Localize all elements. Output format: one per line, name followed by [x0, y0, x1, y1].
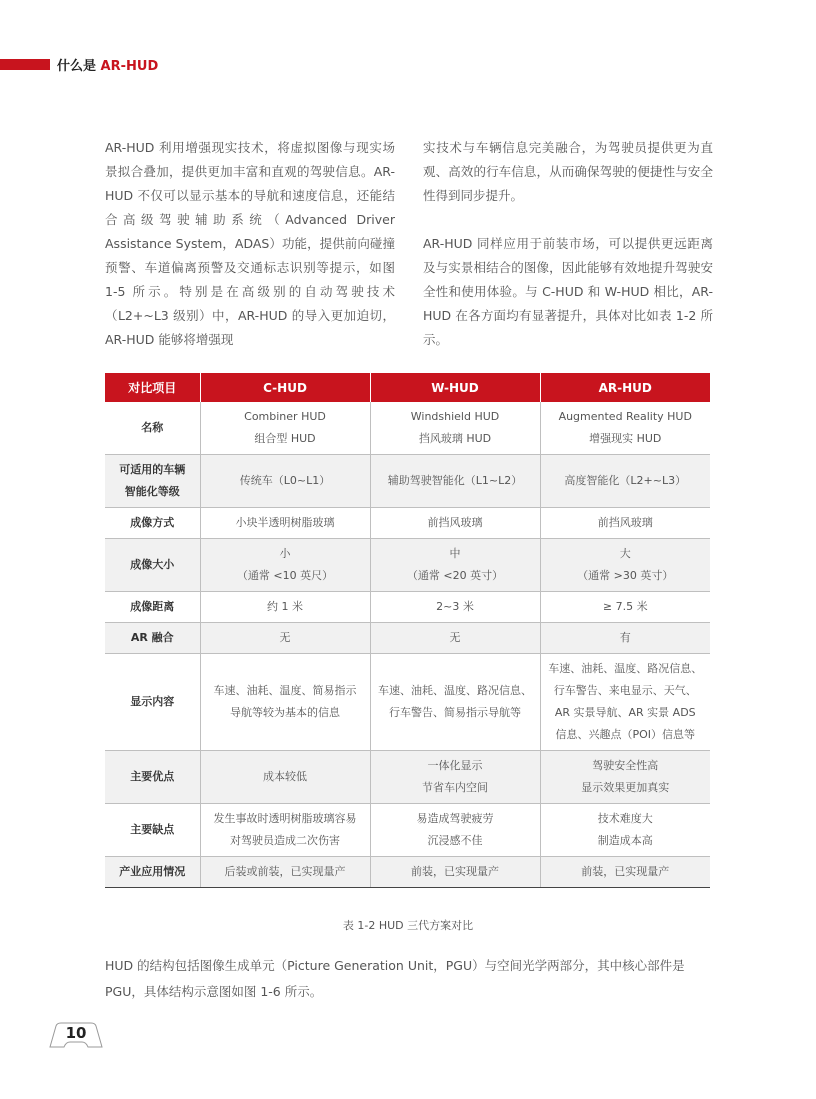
table-cell: [540, 654, 710, 751]
table-cell-line: 发生事故时透明树脂玻璃容易: [213, 812, 357, 825]
table-cell: [370, 751, 540, 804]
table-row-label-line: 主要优点: [130, 770, 175, 783]
table-row-label-line: 智能化等级: [124, 485, 180, 498]
table-cell: [540, 402, 710, 455]
table-cell-line: 前装，已实现量产: [411, 865, 499, 878]
table-cell-line: 一体化显示: [427, 759, 483, 772]
table-cell-line: 无: [279, 631, 291, 644]
table-row-label: [105, 455, 200, 508]
table-cell: [540, 857, 710, 888]
table-cell-line: 挡风玻璃 HUD: [418, 432, 492, 445]
table-cell-line: 行车警告、简易指示导航等: [389, 706, 521, 719]
table-cell-line: 沉浸感不佳: [427, 834, 483, 847]
table-cell-line: Combiner HUD: [244, 410, 326, 423]
table-cell-line: （通常 >30 英寸）: [577, 569, 674, 582]
table-cell-line: 制造成本高: [597, 834, 653, 847]
table-cell-line: 约 1 米: [267, 600, 303, 613]
table-cell-line: 高度智能化（L2+~L3）: [564, 474, 687, 487]
table-body: [105, 402, 710, 888]
body-paragraph: AR-HUD 利用增强现实技术，将虚拟图像与现实场景拟合叠加，提供更加丰富和直观的驾驶信息。AR-HUD 不仅可以显示基本的导航和速度信息，还能结合高级驾驶辅助系统（Advanced Driver Assistance System，ADAS）功能，提供前向碰撞预警、车道偏离预警及交通标志识别等提示，如图 1-5 所示。特别是在高级别的自动驾驶技术（L2+~L3 级别）中，AR-HUD 的导入更加迫切，AR-HUD 能够将增强现: [105, 140, 395, 347]
table-row: [105, 539, 710, 592]
table-cell-line: 增强现实 HUD: [589, 432, 662, 445]
table-cell-line: 易造成驾驶疲劳: [416, 812, 494, 825]
table-row: [105, 402, 710, 455]
table-cell-line: 大: [619, 547, 631, 560]
table-cell: [200, 592, 370, 623]
table-cell-line: ≥ 7.5 米: [602, 600, 648, 613]
table-row: [105, 751, 710, 804]
table-cell-line: 导航等较为基本的信息: [230, 706, 340, 719]
table-row-label: [105, 508, 200, 539]
table-header-cell: AR-HUD: [540, 373, 710, 402]
table-cell: [370, 455, 540, 508]
table-cell-line: Windshield HUD: [410, 410, 500, 423]
comparison-table: [105, 373, 710, 888]
page-number-badge: [48, 1020, 104, 1050]
table-cell-line: 车速、油耗、温度、简易指示: [213, 684, 357, 697]
table-row-label-line: 成像距离: [130, 600, 175, 613]
table-cell-line: 无: [449, 631, 461, 644]
body-paragraph: AR-HUD 同样应用于前装市场，可以提供更远距离及与实景相结合的图像，因此能够有效地提升驾驶安全性和使用体验。与 C-HUD 和 W-HUD 相比，AR-HUD 在各方面均有显著提升，具体对比如表 1-2 所示。: [423, 236, 713, 347]
table-header-cell: C-HUD: [200, 373, 370, 402]
body-column-left: [105, 136, 395, 352]
table-cell: [200, 804, 370, 857]
table-cell: [200, 654, 370, 751]
body-column-right: [423, 136, 713, 352]
table-cell: [200, 623, 370, 654]
table-cell: [200, 751, 370, 804]
table-cell: [540, 592, 710, 623]
table-cell-line: 小: [279, 547, 291, 560]
section-title: [57, 55, 158, 74]
table-cell: [370, 592, 540, 623]
table-row-label-line: 成像方式: [130, 516, 175, 529]
table-row-label-line: AR 融合: [130, 631, 174, 644]
table-cell-line: 小块半透明树脂玻璃: [235, 516, 335, 529]
table-cell: [200, 539, 370, 592]
page-number: 10: [65, 1024, 87, 1042]
table-cell: [370, 804, 540, 857]
table-cell-line: 传统车（L0~L1）: [239, 474, 331, 487]
table-row-label-line: 名称: [141, 421, 164, 434]
table-cell-line: 中: [449, 547, 461, 560]
table-row-label: [105, 402, 200, 455]
table-cell: [540, 539, 710, 592]
table-cell: [540, 508, 710, 539]
table-cell: [370, 539, 540, 592]
table-cell: [370, 857, 540, 888]
table-caption: 表 1-2 HUD 三代方案对比: [342, 919, 474, 932]
table-cell: [370, 654, 540, 751]
table-cell: [370, 508, 540, 539]
table-row: [105, 654, 710, 751]
table-cell: [200, 508, 370, 539]
table-row-label: [105, 592, 200, 623]
body-paragraph: HUD 的结构包括图像生成单元（Picture Generation Unit，PGU）与空间光学两部分，其中核心部件是 PGU，具体结构示意图如图 1-6 所示。: [105, 958, 685, 999]
table-row-label: [105, 623, 200, 654]
table-cell-line: 2~3 米: [436, 600, 474, 613]
table-cell-line: 行车警告、来电显示、天气、: [553, 684, 697, 697]
table-cell-line: 技术难度大: [597, 812, 653, 825]
section-title-accent: AR-HUD: [100, 59, 159, 74]
header-accent-bar: [0, 59, 50, 70]
table-cell-line: 驾驶安全性高: [592, 759, 659, 772]
table-header-cell: W-HUD: [370, 373, 540, 402]
table-cell: [540, 751, 710, 804]
table-cell: [370, 623, 540, 654]
body-column-bottom: [105, 953, 715, 1005]
table-header-cell: 对比项目: [105, 373, 200, 402]
table-cell-line: 前挡风玻璃: [597, 516, 653, 529]
table-cell-line: 节省车内空间: [422, 781, 488, 794]
table-cell: [540, 455, 710, 508]
table-row: [105, 592, 710, 623]
table-cell: [540, 804, 710, 857]
table-row-label: [105, 804, 200, 857]
table-cell-line: 显示效果更加真实: [581, 781, 670, 794]
table-row-label: [105, 539, 200, 592]
table-row-label-line: 显示内容: [130, 695, 175, 708]
table-cell-line: 成本较低: [263, 770, 307, 783]
table-row-label: [105, 654, 200, 751]
table-row-label-line: 成像大小: [130, 558, 175, 571]
table-row: [105, 508, 710, 539]
table-cell-line: 车速、油耗、温度、路况信息、: [548, 662, 703, 675]
table-cell-line: Augmented Reality HUD: [558, 410, 692, 423]
table-cell: [200, 857, 370, 888]
table-row: [105, 623, 710, 654]
table-row: [105, 804, 710, 857]
table-cell: [540, 623, 710, 654]
table-cell-line: 后装或前装，已实现量产: [224, 865, 346, 878]
table-cell-line: 组合型 HUD: [254, 432, 316, 445]
table-cell-line: 对驾驶员造成二次伤害: [230, 834, 340, 847]
table-header-row: [105, 373, 710, 402]
table-row: [105, 857, 710, 888]
body-paragraph: 实技术与车辆信息完美融合，为驾驶员提供更为直观、高效的行车信息，从而确保驾驶的便捷性与安全性得到同步提升。: [423, 140, 713, 203]
table-row-label-line: 主要缺点: [130, 823, 175, 836]
table-cell-line: （通常 <10 英尺）: [236, 569, 334, 582]
table-cell-line: 有: [619, 631, 631, 644]
table-row-label: [105, 751, 200, 804]
table-row-label-line: 可适用的车辆: [119, 463, 186, 476]
section-title-prefix: 什么是: [57, 59, 97, 74]
table-row: [105, 455, 710, 508]
table-row-label-line: 产业应用情况: [119, 865, 186, 878]
table-cell-line: 前装，已实现量产: [581, 865, 670, 878]
table-cell-line: 前挡风玻璃: [427, 516, 483, 529]
table-cell-line: （通常 <20 英寸）: [406, 569, 504, 582]
table-cell: [370, 402, 540, 455]
table-row-label: [105, 857, 200, 888]
table-cell: [200, 402, 370, 455]
table-cell-line: AR 实景导航、AR 实景 ADS: [554, 706, 696, 719]
table-cell-line: 信息、兴趣点（POI）信息等: [555, 728, 696, 741]
table-cell-line: 车速、油耗、温度、路况信息、: [378, 684, 532, 697]
table-cell: [200, 455, 370, 508]
table-cell-line: 辅助驾驶智能化（L1~L2）: [387, 474, 523, 487]
